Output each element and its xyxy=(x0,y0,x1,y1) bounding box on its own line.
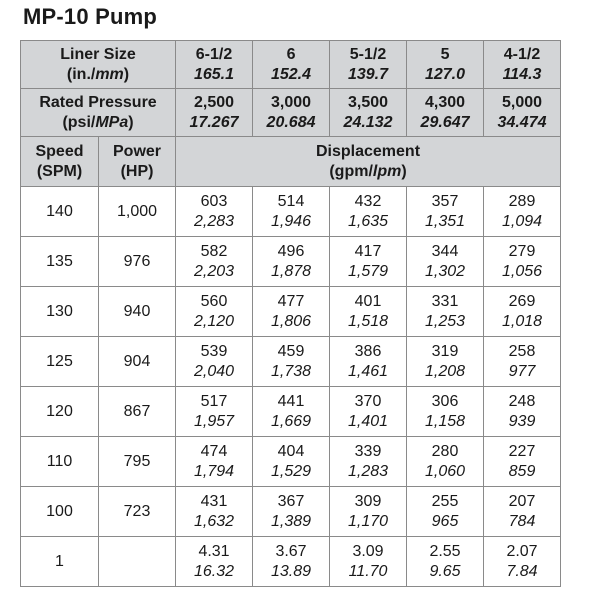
liner-size-cell: 5 127.0 xyxy=(407,41,484,89)
speed-header: Speed (SPM) xyxy=(21,137,99,187)
displacement-cell: 404 1,529 xyxy=(253,437,330,487)
displacement-cell: 560 2,120 xyxy=(176,287,253,337)
displacement-cell: 514 1,946 xyxy=(253,187,330,237)
liner-size-cell: 4-1/2 114.3 xyxy=(484,41,561,89)
speed-cell: 135 xyxy=(21,237,99,287)
displacement-cell: 289 1,094 xyxy=(484,187,561,237)
displacement-cell: 431 1,632 xyxy=(176,487,253,537)
displacement-cell: 331 1,253 xyxy=(407,287,484,337)
rated-pressure-cell: 4,300 29.647 xyxy=(407,89,484,137)
power-cell: 976 xyxy=(99,237,176,287)
rated-pressure-cell: 3,000 20.684 xyxy=(253,89,330,137)
displacement-cell: 248 939 xyxy=(484,387,561,437)
displacement-cell: 582 2,203 xyxy=(176,237,253,287)
rated-pressure-label: Rated Pressure (psi/MPa) xyxy=(21,89,176,137)
column-header-row xyxy=(21,137,561,187)
displacement-cell: 344 1,302 xyxy=(407,237,484,287)
displacement-cell: 539 2,040 xyxy=(176,337,253,387)
displacement-cell: 258 977 xyxy=(484,337,561,387)
liner-size-label: Liner Size (in./mm) xyxy=(21,41,176,89)
displacement-cell: 401 1,518 xyxy=(330,287,407,337)
rated-pressure-cell: 2,500 17.267 xyxy=(176,89,253,137)
power-cell: 940 xyxy=(99,287,176,337)
rated-pressure-cell: 3,500 24.132 xyxy=(330,89,407,137)
displacement-cell: 603 2,283 xyxy=(176,187,253,237)
speed-cell: 140 xyxy=(21,187,99,237)
speed-cell: 110 xyxy=(21,437,99,487)
displacement-cell: 309 1,170 xyxy=(330,487,407,537)
displacement-cell: 207 784 xyxy=(484,487,561,537)
liner-size-cell: 5-1/2 139.7 xyxy=(330,41,407,89)
liner-size-row xyxy=(21,41,561,89)
displacement-cell: 2.55 9.65 xyxy=(407,537,484,587)
displacement-cell: 496 1,878 xyxy=(253,237,330,287)
rated-pressure-cell: 5,000 34.474 xyxy=(484,89,561,137)
displacement-cell: 357 1,351 xyxy=(407,187,484,237)
displacement-cell: 370 1,401 xyxy=(330,387,407,437)
power-header: Power (HP) xyxy=(99,137,176,187)
power-cell xyxy=(99,537,176,587)
displacement-cell: 386 1,461 xyxy=(330,337,407,387)
rated-pressure-row xyxy=(21,89,561,137)
pump-spec-table xyxy=(20,40,561,587)
power-cell: 1,000 xyxy=(99,187,176,237)
liner-size-cell: 6 152.4 xyxy=(253,41,330,89)
table-row xyxy=(21,337,561,387)
speed-cell: 130 xyxy=(21,287,99,337)
displacement-cell: 474 1,794 xyxy=(176,437,253,487)
displacement-cell: 417 1,579 xyxy=(330,237,407,287)
power-cell: 904 xyxy=(99,337,176,387)
page-title: MP-10 Pump xyxy=(23,4,158,29)
speed-cell: 120 xyxy=(21,387,99,437)
table-row xyxy=(21,437,561,487)
displacement-cell: 459 1,738 xyxy=(253,337,330,387)
displacement-cell: 269 1,018 xyxy=(484,287,561,337)
displacement-cell: 280 1,060 xyxy=(407,437,484,487)
displacement-cell: 4.31 16.32 xyxy=(176,537,253,587)
displacement-cell: 441 1,669 xyxy=(253,387,330,437)
table-row xyxy=(21,237,561,287)
power-cell: 723 xyxy=(99,487,176,537)
displacement-cell: 339 1,283 xyxy=(330,437,407,487)
displacement-cell: 3.67 13.89 xyxy=(253,537,330,587)
displacement-cell: 2.07 7.84 xyxy=(484,537,561,587)
displacement-cell: 227 859 xyxy=(484,437,561,487)
liner-size-cell: 6-1/2 165.1 xyxy=(176,41,253,89)
displacement-cell: 3.09 11.70 xyxy=(330,537,407,587)
speed-cell: 125 xyxy=(21,337,99,387)
table-row xyxy=(21,187,561,237)
displacement-cell: 517 1,957 xyxy=(176,387,253,437)
displacement-cell: 477 1,806 xyxy=(253,287,330,337)
displacement-header: Displacement (gpm/lpm) xyxy=(176,137,561,187)
speed-cell: 100 xyxy=(21,487,99,537)
speed-cell: 1 xyxy=(21,537,99,587)
displacement-cell: 306 1,158 xyxy=(407,387,484,437)
displacement-cell: 432 1,635 xyxy=(330,187,407,237)
table-row xyxy=(21,487,561,537)
power-cell: 867 xyxy=(99,387,176,437)
data-rows xyxy=(21,187,561,587)
displacement-cell: 255 965 xyxy=(407,487,484,537)
table-row xyxy=(21,537,561,587)
displacement-cell: 367 1,389 xyxy=(253,487,330,537)
displacement-cell: 279 1,056 xyxy=(484,237,561,287)
displacement-cell: 319 1,208 xyxy=(407,337,484,387)
power-cell: 795 xyxy=(99,437,176,487)
table-row xyxy=(21,387,561,437)
table-row xyxy=(21,287,561,337)
